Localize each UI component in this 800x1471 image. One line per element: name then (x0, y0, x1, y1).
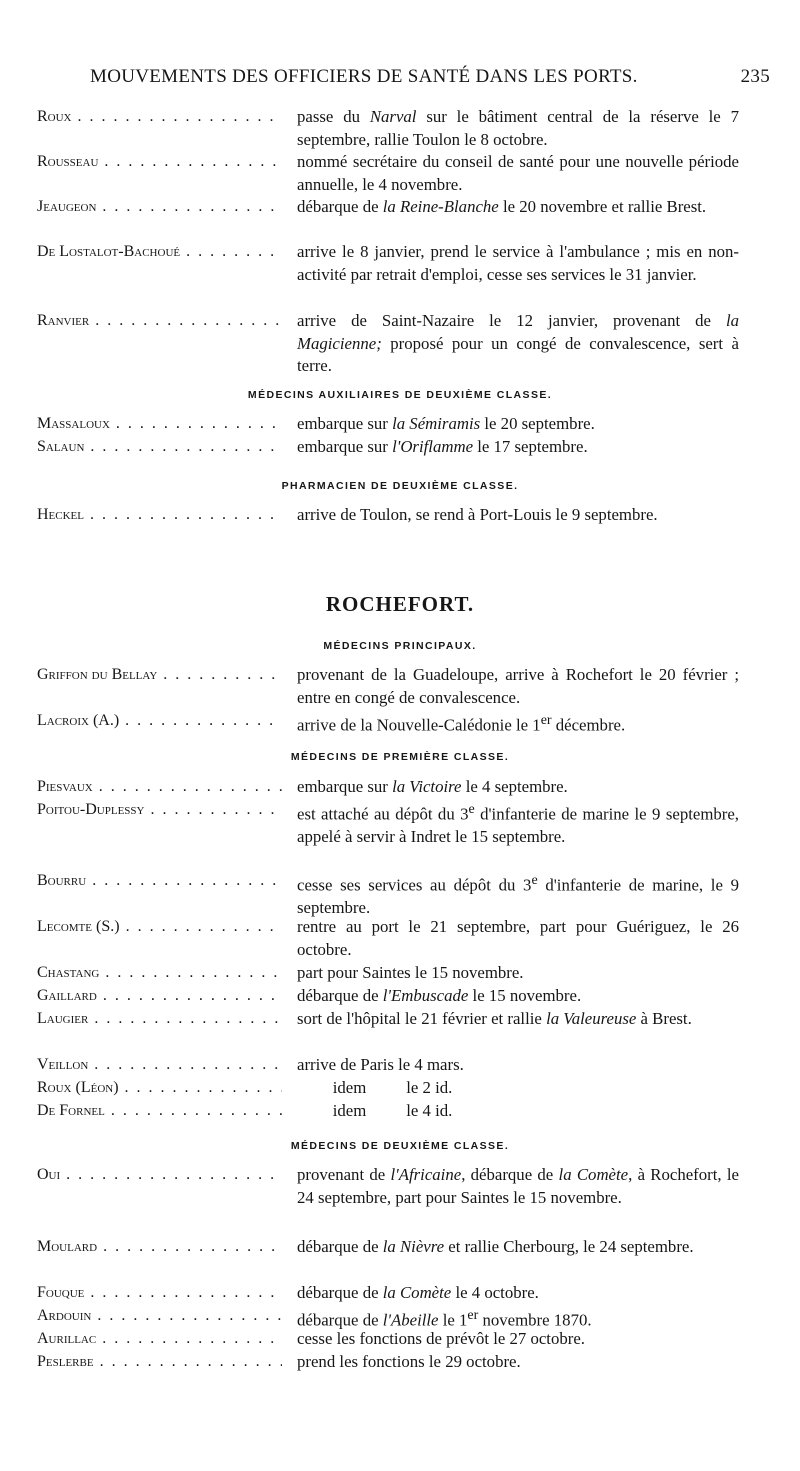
officer-name: Ranvier . . . (37, 310, 282, 333)
officer-name: Lecomte (S.) . . . (37, 916, 282, 939)
officer-name: Heckel . . . (37, 504, 282, 527)
officer-name: Fouque . . . (37, 1282, 282, 1305)
officer-name: Chastang . . . (37, 962, 282, 985)
movement-description: cesse les fonctions de prévôt le 27 octobre. (297, 1329, 585, 1348)
officer-name: Ardouin . . . (37, 1305, 282, 1328)
movement-description: débarque de la Comète le 4 octobre. (297, 1283, 539, 1302)
movement-description: embarque sur la Victoire le 4 septembre. (297, 777, 568, 796)
officer-name: Piesvaux . . . (37, 776, 282, 799)
officer-name: Jeaugeon . . . (37, 196, 282, 219)
section-title-rochefort: ROCHEFORT. (325, 592, 475, 616)
movement-description: arrive de la Nouvelle-Calédonie le 1er décembre. (297, 713, 626, 735)
movement-description: passe du Narval sur le bâtiment central de la réserve le 7 septembre, rallie Toulon le 8 octobre. (297, 107, 740, 149)
subhead-doctors-1st-class: MÉDECINS DE PREMIÈRE CLASSE. (290, 751, 510, 763)
officer-name: Rousseau . . . (37, 151, 282, 174)
movement-description: arrive le 8 janvier, prend le service à l'ambulance ; mis en non-activité par retrait d'emploi, cesse ses services le 31 janvier. (297, 242, 739, 284)
officer-name: Poitou-Duplessy . . . (37, 799, 282, 822)
movement-description: idem le 2 id. (332, 1078, 453, 1097)
officer-name: Gaillard . . . (37, 985, 282, 1008)
subhead-aux-2nd-class: MÉDECINS AUXILIAIRES DE DEUXIÈME CLASSE. (247, 389, 553, 401)
movement-description: arrive de Toulon, se rend à Port-Louis le 9 septembre. (297, 505, 658, 524)
officer-name: Massaloux . . . (37, 413, 282, 436)
officer-name: De Fornel . . . (37, 1100, 282, 1123)
movement-description: prend les fonctions le 29 octobre. (297, 1352, 521, 1371)
movement-description: débarque de la Reine-Blanche le 20 novembre et rallie Brest. (297, 197, 707, 216)
movement-description: idem le 4 id. (332, 1101, 453, 1120)
movement-description: part pour Saintes le 15 novembre. (297, 963, 524, 982)
movement-description: rentre au port le 21 septembre, part pour Guériguez, le 26 octobre. (297, 917, 739, 959)
movement-description: provenant de la Guadeloupe, arrive à Rochefort le 20 février ; entre en congé de convalescence. (297, 665, 739, 707)
movement-description: sort de l'hôpital le 21 février et rallie la Valeureuse à Brest. (297, 1009, 692, 1028)
officer-name: Bourru . . . (37, 870, 282, 893)
officer-name: Veillon . . . (37, 1054, 282, 1077)
movement-description: est attaché au dépôt du 3e d'infanterie de marine le 9 septembre, appelé à servir à Indret le 15 septembre. (297, 802, 740, 847)
movement-description: provenant de l'Africaine, débarque de la Comète, à Rochefort, le 24 septembre, part pour Saintes le 15 novembre. (297, 1165, 739, 1207)
movement-description: cesse ses services au dépôt du 3e d'infanterie de marine, le 9 septembre. (297, 873, 739, 918)
officer-name: Roux . . . (37, 106, 282, 129)
movement-description: arrive de Saint-Nazaire le 12 janvier, provenant de la Magicienne; proposé pour un congé de convalescence, sert à terre. (297, 311, 739, 375)
subhead-pharmacist-2nd-class: PHARMACIEN DE DEUXIÈME CLASSE. (281, 480, 519, 492)
movement-description: débarque de l'Embuscade le 15 novembre. (297, 986, 582, 1005)
officer-name: Roux (Léon) . . . (37, 1077, 282, 1100)
officer-name: Salaun . . . (37, 436, 282, 459)
officer-name: Moulard . . . (37, 1236, 282, 1259)
officer-name: Peslerbe . . . (37, 1351, 282, 1374)
officer-name: Oui . . . (37, 1164, 282, 1187)
officer-name: Aurillac . . . (37, 1328, 282, 1351)
movement-description: embarque sur l'Oriflamme le 17 septembre. (297, 437, 588, 456)
running-header (90, 66, 770, 96)
officer-name: De Lostalot-Bachoué . . . (37, 241, 282, 264)
subhead-principal-doctors: MÉDECINS PRINCIPAUX. (323, 640, 477, 652)
officer-name: Lacroix (A.) . . . (37, 710, 282, 733)
movement-description: débarque de l'Abeille le 1er novembre 1870. (297, 1308, 592, 1330)
movement-description: arrive de Paris le 4 mars. (297, 1055, 464, 1074)
movement-description: débarque de la Nièvre et rallie Cherbourg, le 24 septembre. (297, 1237, 694, 1256)
officer-name: Laugier . . . (37, 1008, 282, 1031)
movement-description: nommé secrétaire du conseil de santé pour une nouvelle période annuelle, le 4 novembre. (297, 152, 739, 194)
running-title: MOUVEMENTS DES OFFICIERS DE SANTÉ DANS LES PORTS. (90, 66, 638, 87)
page-number: 235 (740, 66, 770, 87)
movement-description: embarque sur la Sémiramis le 20 septembre. (297, 414, 595, 433)
officer-name: Griffon du Bellay . . . (37, 664, 282, 687)
subhead-doctors-2nd-class: MÉDECINS DE DEUXIÈME CLASSE. (290, 1140, 510, 1152)
